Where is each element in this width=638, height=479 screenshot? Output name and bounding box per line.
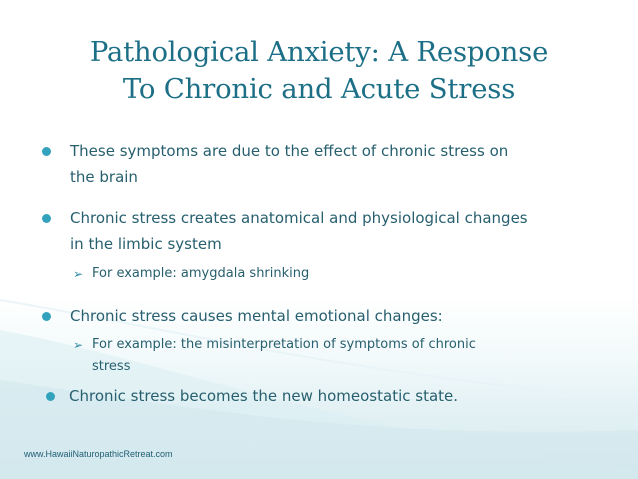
bullet-dot-icon bbox=[46, 392, 55, 401]
sub-bullet-1-line-1: For example: amygdala shrinking bbox=[92, 266, 310, 281]
bullet-dot-icon bbox=[42, 214, 51, 223]
bullet-1-line-1: These symptoms are due to the effect of chronic stress on bbox=[70, 142, 509, 160]
arrow-right-icon: ➢ bbox=[73, 338, 84, 352]
bullet-2-line-1: Chronic stress creates anatomical and physiological changes bbox=[70, 209, 528, 227]
title-line-2: To Chronic and Acute Stress bbox=[122, 73, 516, 105]
sub-bullet-2-line-1: For example: the misinterpretation of symptoms of chronic bbox=[92, 337, 476, 352]
slide-title bbox=[30, 34, 608, 108]
bullet-2-line-2: in the limbic system bbox=[70, 235, 222, 253]
sub-bullet-2-line-2: stress bbox=[92, 359, 131, 374]
bullet-3-line-1: Chronic stress causes mental emotional changes: bbox=[70, 307, 443, 325]
footer-url: www.HawaiiNaturopathicRetreat.com bbox=[24, 449, 173, 459]
arrow-right-icon: ➢ bbox=[73, 267, 84, 281]
bullet-dot-icon bbox=[42, 312, 51, 321]
bullet-1-line-2: the brain bbox=[70, 168, 138, 186]
bullet-dot-icon bbox=[42, 147, 51, 156]
title-line-1: Pathological Anxiety: A Response bbox=[89, 36, 549, 68]
bullet-4-line-1: Chronic stress becomes the new homeostatic state. bbox=[69, 387, 459, 405]
